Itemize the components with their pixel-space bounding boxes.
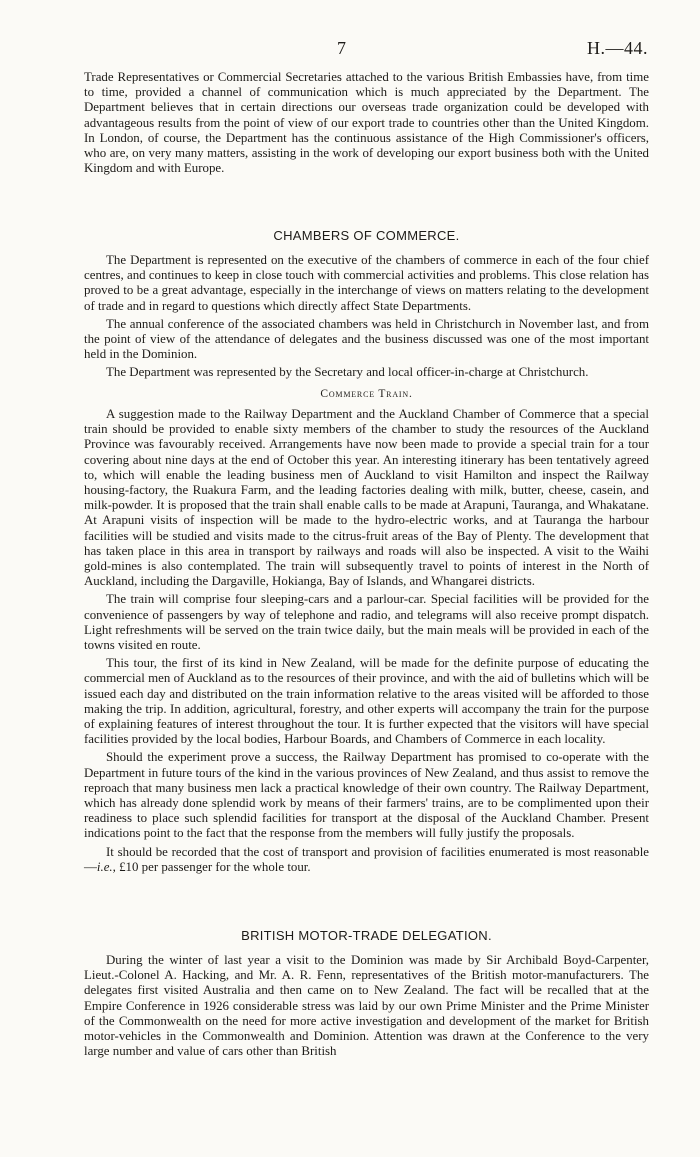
intro-section xyxy=(84,70,649,176)
commerce-train-heading: Commerce Train. xyxy=(320,388,413,400)
motor-trade-heading: BRITISH MOTOR-TRADE DELEGATION. xyxy=(241,928,492,943)
chambers-paragraph-1: The Department is represented on the executive of the chambers of commerce in each of the four chief centres, and continues to keep in close touch with commercial activities and problems. This close relation has proved to be a great advantage, especially in the interchange of views on matters relating to the development of trade and in regard to questions which directly affect State Departments. xyxy=(84,253,649,313)
commerce-train-paragraph-1: A suggestion made to the Railway Department and the Auckland Chamber of Commerce that a special train should be provided to enable sixty members of the chamber to study the resources of the Auckland Province was favourably received. Arrangements have now been made to provide a special train for a tour covering about nine days at the end of October this year. An interesting itinerary has been tentatively agreed to, which will enable the leading business men of Auckland to visit Hamilton and inspect the Railway housing-factory, the Ruakura Farm, and the leading factories dealing with milk, butter, cheese, casein, and milk-powder. It is proposed that the train shall enable calls to be made at Arapuni, Tauranga, and Whakatane. At Arapuni visits of inspection will be made to the hydro-electric works, and at Tauranga the harbour facilities will be studied and visits made to the citrus-fruit areas of the Bay of Plenty. The development that has taken place in this area in transport by railways and roads will also be inspected. A visit to the Waihi gold-mines is also contemplated. The train will subsequently travel to points of interest in the North of Auckland, including the Dargaville, Hokianga, Bay of Islands, and Whangarei districts. xyxy=(84,407,649,589)
cost-amount-text: £10 per passenger for the whole tour. xyxy=(115,859,311,874)
commerce-train-paragraph-4: Should the experiment prove a success, the Railway Department has promised to co-operate with the Department in future tours of the kind in the various provinces of New Zealand, and thus assist to remove the reproach that many business men lack a practical knowledge of their own country. The Railway Department, which has already done splendid work by means of their farmers' trains, are to be complimented upon their readiness to place such splendid facilities for transport at the disposal of the Auckland Chamber. Present indications point to the fact that the response from the members will fully justify the proposals. xyxy=(84,750,649,841)
cost-text: It should be recorded that the cost of transport and provision of facilities enumerated is most reasonable— xyxy=(84,844,649,874)
commerce-train-paragraph-2: The train will comprise four sleeping-cars and a parlour-car. Special facilities will be provided for the convenience of passengers by way of telephone and radio, and telegrams will also receive prompt dispatch. Light refreshments will be served on the train twice daily, but the main meals will be provided in each of the towns visited en route. xyxy=(84,592,649,653)
document-reference: H.—44. xyxy=(587,38,648,58)
page-number: 7 xyxy=(337,38,346,58)
chambers-section xyxy=(84,250,649,381)
commerce-train-paragraph-3: This tour, the first of its kind in New Zealand, will be made for the definite purpose of educating the commercial men of Auckland as to the resources of their province, and with the aid of bulletins which will be issued each day and distributed on the train information relative to the areas visited will be afforded to those making the trip. In addition, agricultural, forestry, and other experts will accompany the train for the purpose of explaining features of interest throughout the tour. It is further expected that the visitors will have special facilities provided by the local bodies, Harbour Boards, and Chambers of Commerce in each locality. xyxy=(84,656,649,747)
intro-paragraph: Trade Representatives or Commercial Secretaries attached to the various British Embassies have, from time to time, provided a channel of communication which is much appreciated by the Department. The Department believes that in certain directions our overseas trade organization could be developed with advantageous results from the point of view of our export trade to countries other than the United Kingdom. In London, of course, the Department has the continuous assistance of the High Commissioner's officers, who are, on very many matters, assisting in the work of developing our export business both with the United Kingdom and with Europe. xyxy=(84,70,649,176)
chambers-heading: CHAMBERS OF COMMERCE. xyxy=(273,228,460,243)
chambers-paragraph-2: The annual conference of the associated chambers was held in Christchurch in November last, and from the point of view of the attendance of delegates and the business discussed was one of the most important held in the Dominion. xyxy=(84,316,649,362)
motor-trade-paragraph-1: During the winter of last year a visit to the Dominion was made by Sir Archibald Boyd-Carpenter, Lieut.-Colonel A. Hacking, and Mr. A. R. Fenn, representatives of the British motor-manufacturers. The delegates first visited Australia and then came on to New Zealand. The fact will be recalled that at the Empire Conference in 1926 considerable stress was laid by our own Prime Minister and the Prime Minister of the Commonwealth on the need for more active investigation and development of the market for British motor-vehicles in the Commonwealth and Dominion. Attention was drawn at the Conference to the very large number and value of cars other than British xyxy=(84,953,649,1059)
commerce-train-section xyxy=(84,404,649,875)
cost-abbrev: i.e., xyxy=(96,859,116,874)
commerce-train-paragraph-5 xyxy=(84,845,649,875)
chambers-paragraph-3: The Department was represented by the Secretary and local officer-in-charge at Christchurch. xyxy=(106,365,589,380)
motor-trade-section xyxy=(84,950,649,1059)
